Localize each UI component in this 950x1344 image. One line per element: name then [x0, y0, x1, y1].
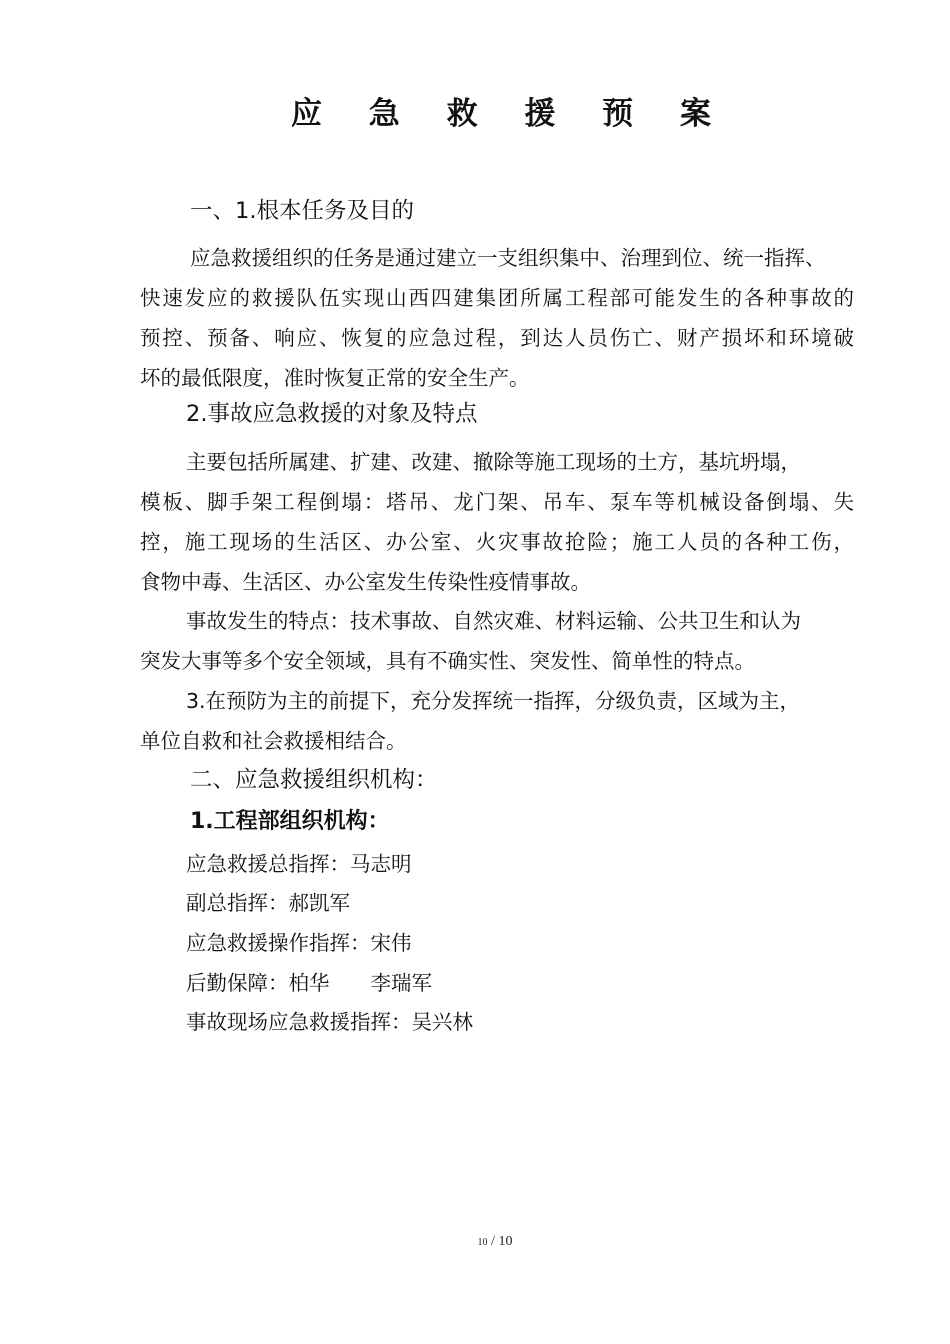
paragraph-2-line-3: 控，施工现场的生活区、办公室、火灾事故抢险；施工人员的各种工伤，	[140, 530, 854, 554]
page-current: 10	[477, 1237, 488, 1248]
paragraph-1-line-1: 应急救援组织的任务是通过建立一支组织集中、治理到位、统一指挥、	[190, 246, 826, 270]
paragraph-1-line-4: 坏的最低限度，准时恢复正常的安全生产。	[140, 366, 530, 390]
org-structure-heading: 1.工程部组织机构：	[190, 809, 390, 834]
org-item-operations: 应急救援操作指挥：宋伟	[186, 931, 412, 955]
org-item-logistics: 后勤保障：柏华 李瑞军	[186, 971, 432, 995]
paragraph-1-line-2: 快速发应的救援队伍实现山西四建集团所属工程部可能发生的各种事故的	[140, 286, 854, 310]
paragraph-1-line-3: 预控、预备、响应、恢复的应急过程，到达人员伤亡、财产损坏和环境破	[140, 326, 854, 350]
section-1-heading: 一、1.根本任务及目的	[190, 198, 414, 224]
org-item-deputy: 副总指挥：郝凯军	[186, 891, 350, 915]
paragraph-4-line-1: 3.在预防为主的前提下，充分发挥统一指挥，分级负责，区域为主，	[186, 689, 801, 713]
page-total: 10	[498, 1234, 513, 1249]
paragraph-2-line-2: 模板、脚手架工程倒塌：塔吊、龙门架、吊车、泵车等机械设备倒塌、失	[140, 490, 854, 514]
paragraph-4-line-2: 单位自救和社会救援相结合。	[140, 729, 407, 753]
document-title: 应 急 救 援 预 案	[291, 96, 729, 132]
paragraph-2-line-4: 食物中毒、生活区、办公室发生传染性疫情事故。	[140, 570, 591, 594]
org-item-field-commander: 事故现场应急救援指挥：吴兴林	[186, 1010, 473, 1034]
page-number	[0, 1234, 950, 1250]
paragraph-3-line-2: 突发大事等多个安全领域，具有不确实性、突发性、简单性的特点。	[140, 649, 755, 673]
paragraph-3-line-1: 事故发生的特点：技术事故、自然灾难、材料运输、公共卫生和认为	[186, 609, 801, 633]
paragraph-2-line-1: 主要包括所属建、扩建、改建、撤除等施工现场的土方，基坑坍塌，	[186, 450, 801, 474]
org-item-commander: 应急救援总指挥：马志明	[186, 852, 412, 876]
page-separator: /	[487, 1234, 499, 1249]
section-1-2-heading: 2.事故应急救援的对象及特点	[186, 401, 478, 427]
section-2-heading: 二、应急救援组织机构：	[190, 767, 438, 793]
